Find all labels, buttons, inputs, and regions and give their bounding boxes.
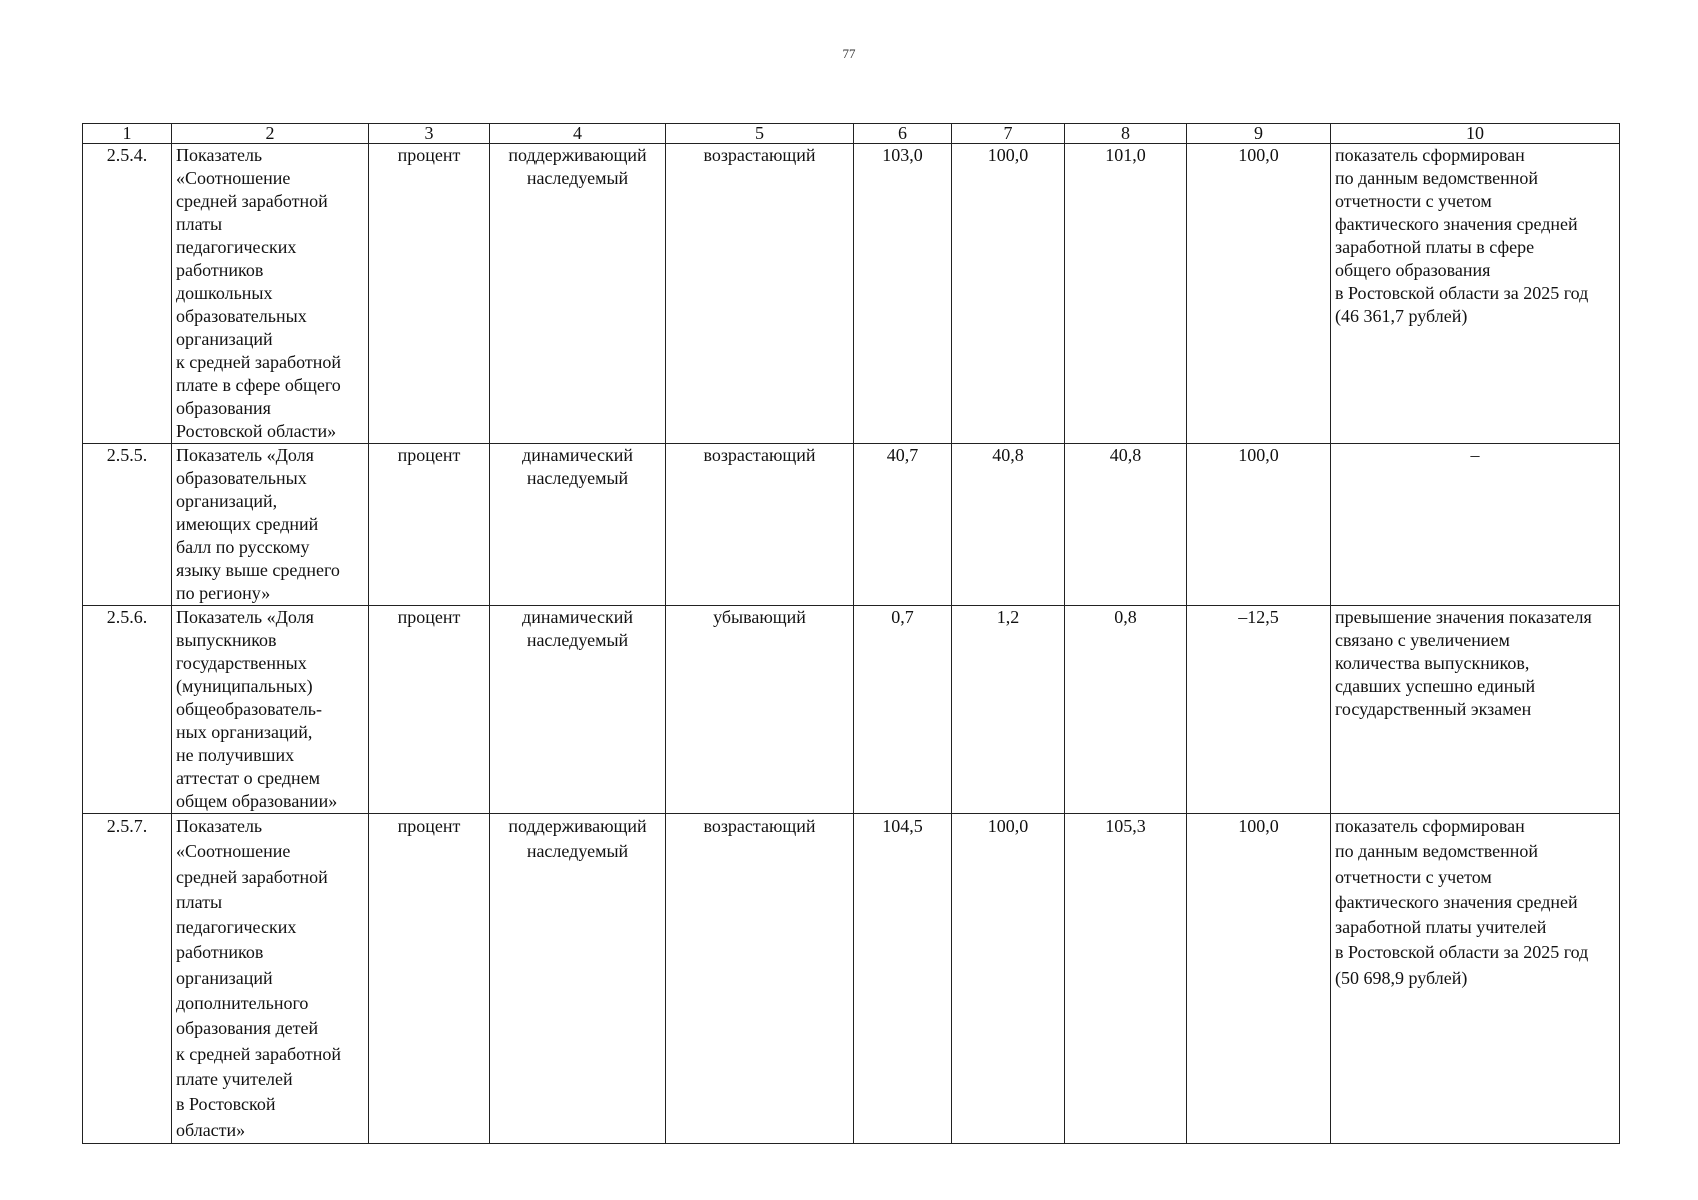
- value-col7: 40,8: [952, 444, 1065, 606]
- indicator-name-line: языку выше среднего: [176, 560, 340, 580]
- indicator-name-line: по региону»: [176, 583, 271, 603]
- column-header: 3: [369, 124, 490, 144]
- indicator-name-line: дошкольных: [176, 283, 273, 303]
- column-header: 2: [172, 124, 369, 144]
- table-body: [83, 144, 1620, 1144]
- indicator-name-line: организаций,: [176, 491, 278, 511]
- note-cell: [1331, 606, 1620, 814]
- table-row: [83, 606, 1620, 814]
- column-header: 5: [666, 124, 854, 144]
- indicator-name-line: имеющих средний: [176, 514, 319, 534]
- note-cell-line: показатель сформирован: [1335, 816, 1525, 836]
- table-row: [83, 144, 1620, 444]
- indicator-name-line: плате учителей: [176, 1068, 293, 1089]
- note-cell-line: государственный экзамен: [1335, 699, 1532, 719]
- indicators-table: [82, 123, 1620, 1144]
- value-col6: 0,7: [854, 606, 952, 814]
- note-cell-line: заработной платы учителей: [1335, 917, 1547, 938]
- value-col6: 103,0: [854, 144, 952, 444]
- note-cell-line: по данным ведомственной: [1335, 168, 1539, 188]
- note-cell-line: превышение значения показателя: [1335, 607, 1592, 627]
- note-cell-line: заработной платы в сфере: [1335, 237, 1535, 257]
- value-col6: 40,7: [854, 444, 952, 606]
- indicator-name-line: работников: [176, 942, 264, 963]
- indicator-name-line: общеобразователь-: [176, 699, 322, 719]
- direction-cell: убывающий: [666, 606, 854, 814]
- indicator-name-line: образования детей: [176, 1018, 319, 1039]
- column-header: 9: [1187, 124, 1331, 144]
- indicator-name-line: Показатель «Доля: [176, 445, 314, 465]
- note-cell: [1331, 144, 1620, 444]
- indicator-type-line: наследуемый: [526, 168, 629, 188]
- indicator-type-line: наследуемый: [526, 841, 629, 862]
- indicator-name-line: «Соотношение: [176, 841, 291, 862]
- indicator-name-line: педагогических: [176, 917, 297, 938]
- value-col9: 100,0: [1187, 444, 1331, 606]
- value-col7: 100,0: [952, 814, 1065, 1144]
- indicator-name-line: в Ростовской: [176, 1094, 276, 1115]
- value-col8: 101,0: [1065, 144, 1187, 444]
- indicator-name-line: Показатель: [176, 816, 263, 836]
- indicator-name-line: государственных: [176, 653, 307, 673]
- unit-cell: процент: [369, 144, 490, 444]
- indicator-type: [490, 606, 666, 814]
- indicator-type: [490, 444, 666, 606]
- indicator-name-line: выпускников: [176, 630, 277, 650]
- indicator-name-line: ных организаций,: [176, 722, 313, 742]
- table-row: [83, 814, 1620, 1144]
- value-col8: 40,8: [1065, 444, 1187, 606]
- indicator-type-line: поддерживающий: [508, 145, 647, 165]
- note-cell-line: (46 361,7 рублей): [1335, 306, 1468, 326]
- indicator-name-line: организаций: [176, 967, 273, 988]
- value-col9: –12,5: [1187, 606, 1331, 814]
- row-number: 2.5.4.: [83, 144, 172, 444]
- indicator-type-line: динамический: [522, 445, 633, 465]
- column-header: 10: [1331, 124, 1620, 144]
- value-col8: 105,3: [1065, 814, 1187, 1144]
- indicator-type: [490, 814, 666, 1144]
- indicator-name: [172, 814, 369, 1144]
- table-row: [83, 444, 1620, 606]
- note-cell-line: по данным ведомственной: [1335, 841, 1539, 862]
- direction-cell: возрастающий: [666, 814, 854, 1144]
- column-header: 1: [83, 124, 172, 144]
- unit-cell: процент: [369, 606, 490, 814]
- value-col7: 1,2: [952, 606, 1065, 814]
- indicator-name-line: образования: [176, 398, 271, 418]
- indicator-name: [172, 606, 369, 814]
- page-number: 77: [842, 46, 856, 61]
- indicator-name-line: дополнительного: [176, 993, 309, 1014]
- indicator-name-line: общем образовании»: [176, 791, 338, 811]
- note-cell-line: показатель сформирован: [1335, 145, 1525, 165]
- indicator-name-line: средней заработной: [176, 191, 328, 211]
- column-header: 7: [952, 124, 1065, 144]
- indicator-type: [490, 144, 666, 444]
- note-cell-line: фактического значения средней: [1335, 214, 1578, 234]
- unit-cell: процент: [369, 814, 490, 1144]
- indicator-name-line: работников: [176, 260, 264, 280]
- indicator-name-line: платы: [176, 214, 223, 234]
- value-col7: 100,0: [952, 144, 1065, 444]
- note-cell-line: в Ростовской области за 2025 год: [1335, 942, 1589, 963]
- indicator-name-line: «Соотношение: [176, 168, 291, 188]
- note-cell-line: отчетности с учетом: [1335, 191, 1492, 211]
- note-cell-line: связано с увеличением: [1335, 630, 1510, 650]
- indicator-name-line: к средней заработной: [176, 352, 342, 372]
- note-cell-line: –: [1470, 445, 1480, 465]
- note-cell-line: отчетности с учетом: [1335, 866, 1492, 887]
- indicator-name-line: Показатель «Доля: [176, 607, 314, 627]
- indicator-name-line: области»: [176, 1119, 246, 1140]
- row-number: 2.5.6.: [83, 606, 172, 814]
- note-cell-line: в Ростовской области за 2025 год: [1335, 283, 1589, 303]
- indicator-name-line: не получивших: [176, 745, 295, 765]
- indicator-name-line: Ростовской области»: [176, 421, 337, 441]
- note-cell: [1331, 444, 1620, 606]
- indicator-name: [172, 144, 369, 444]
- note-cell-line: общего образования: [1335, 260, 1491, 280]
- indicator-type-line: динамический: [522, 607, 633, 627]
- value-col6: 104,5: [854, 814, 952, 1144]
- value-col9: 100,0: [1187, 144, 1331, 444]
- indicator-name-line: платы: [176, 891, 223, 912]
- indicator-name-line: к средней заработной: [176, 1043, 342, 1064]
- indicator-name-line: организаций: [176, 329, 273, 349]
- column-header: 6: [854, 124, 952, 144]
- indicator-name-line: (муниципальных): [176, 676, 313, 696]
- direction-cell: возрастающий: [666, 444, 854, 606]
- indicator-type-line: наследуемый: [526, 630, 629, 650]
- direction-cell: возрастающий: [666, 144, 854, 444]
- value-col8: 0,8: [1065, 606, 1187, 814]
- indicator-name-line: аттестат о среднем: [176, 768, 321, 788]
- column-header: 8: [1065, 124, 1187, 144]
- row-number: 2.5.7.: [83, 814, 172, 1144]
- note-cell-line: фактического значения средней: [1335, 891, 1578, 912]
- value-col9: 100,0: [1187, 814, 1331, 1144]
- indicator-name-line: балл по русскому: [176, 537, 310, 557]
- indicator-name-line: Показатель: [176, 145, 263, 165]
- unit-cell: процент: [369, 444, 490, 606]
- column-header: 4: [490, 124, 666, 144]
- note-cell-line: сдавших успешно единый: [1335, 676, 1536, 696]
- indicator-name-line: образовательных: [176, 306, 307, 326]
- note-cell-line: (50 698,9 рублей): [1335, 967, 1468, 988]
- indicator-name-line: образовательных: [176, 468, 307, 488]
- indicator-name: [172, 444, 369, 606]
- indicator-name-line: средней заработной: [176, 866, 328, 887]
- note-cell-line: количества выпускников,: [1335, 653, 1530, 673]
- note-cell: [1331, 814, 1620, 1144]
- indicator-name-line: плате в сфере общего: [176, 375, 341, 395]
- indicator-type-line: поддерживающий: [508, 816, 647, 836]
- row-number: 2.5.5.: [83, 444, 172, 606]
- indicator-type-line: наследуемый: [526, 468, 629, 488]
- column-numbers-row: [83, 124, 1620, 144]
- indicator-name-line: педагогических: [176, 237, 297, 257]
